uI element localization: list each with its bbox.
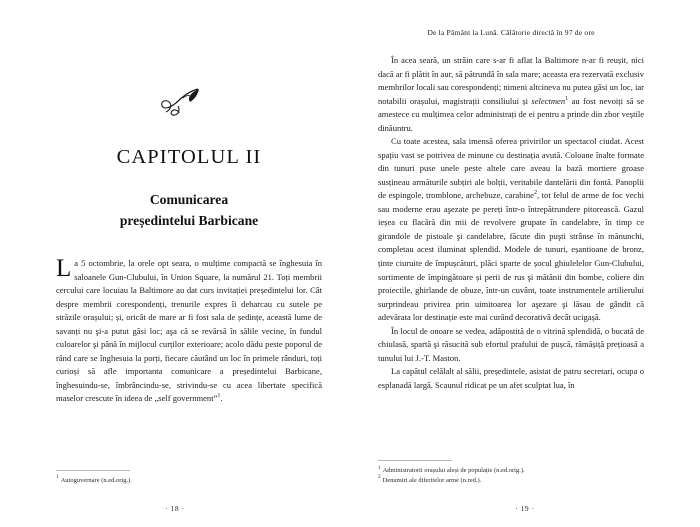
- paragraph: La capătul celălalt al sălii, președintele, asistat de patru secretari, ocupa o esplanadă largă. Scaunul ridicat pe un afet sculptat lua, în: [378, 366, 644, 390]
- paragraph: În locul de onoare se vedea, adăpostită de o vitrină splendidă, o bucată de chiulasă, spartă şi răsucită sub efortul prafului de pușcă, rămășiță prețioasă a tunului lui J.-T. Maston.: [378, 325, 644, 363]
- footnote-item: [378, 476, 644, 485]
- chapter-title-line-1: Comunicarea: [149, 192, 229, 207]
- footnote-marker-1: 1: [565, 94, 569, 102]
- footnote-item-text: Administratorii orașului aleși de populație (n.ed.orig.).: [382, 467, 525, 475]
- footnote-item-text: Autoguvernare (n.ed.orig.).: [60, 476, 132, 484]
- footnotes-left: [56, 470, 322, 485]
- right-page-body: [378, 54, 644, 392]
- opening-paragraph-end: .: [220, 393, 223, 404]
- chapter-title: [56, 189, 322, 231]
- left-page-body: [56, 257, 322, 406]
- footnote-item-marker: 2: [378, 474, 381, 481]
- footnotes-right: [378, 460, 644, 485]
- paragraph: În acea seară, un străin care s-ar fi aflat la Baltimore n-ar fi reușit, nici dacă ar fi plătit în aur, să pătrundă în sala mare; aceasta era rezervată exclusiv membrilor locali sau corespondenți; nimeni altcineva nu putea găsi un loc, iar notabilii orașului, magistrații consiliului și selectmen$^1$ au fost nevoiți să se amestece cu mulțimea celor administrați de ei pentru a prinde din zbor veștile dinăuntru.: [378, 55, 644, 133]
- drop-cap: L: [56, 255, 72, 283]
- opening-paragraph: [56, 257, 322, 406]
- running-head-right: De la Pământ la Lună. Călătorie directă în 97 de ore: [427, 28, 595, 37]
- footnote-item-text: Denumiri ale diferitelor arme (n.red.).: [382, 476, 482, 484]
- footnote-item: [378, 466, 644, 475]
- running-head-left: [56, 28, 322, 44]
- chapter-title-line-2: președintelui Barbicane: [119, 213, 259, 229]
- opening-paragraph-text: a 5 octombrie, la orele opt seara, o mulțime compactă se înghesuia în saloanele Gun-Clubului, în Union Square, la numărul 21. Toți membrii cercului care locuiau la Baltimore au dat curs invitației președintelui lor. Cât despre membrii corespondenți, trenurile expres îi debarcau cu sutele pe străzile orașului; și, oricât de mare ar fi fost sala de ședințe, această lume de savanți nu şi-a putut găsi loc; aşa că se revărsă în sălile vecine, în fundul culoarelor şi până în mijlocul curților exterioare; acolo dădu peste poporul de rând care se înghesuia la porți, fiecare căutând un loc în primele rânduri, toți curioși să afle importanta comunicare a președintelui Barbicane, înghesuindu-se, îmbrâncindu-se, strivindu-se cu acea libertate specifică maselor crescute în ideea de „self government”: [56, 258, 322, 404]
- footnote-item-marker: 1: [56, 474, 59, 481]
- chapter-number: CAPITOLUL II: [116, 146, 262, 168]
- folio-right: · 19 ·: [515, 505, 535, 513]
- footnote-marker-2: 2: [533, 189, 538, 197]
- paragraph: Cu toate acestea, sala imensă oferea privirilor un spectacol ciudat. Acest spațiu vast se potrivea de minune cu destinația avută. Coloane înalte formate din tunuri puse unele peste altele care aveau la bază mortiere groase susțineau armăturile subțiri ale bolții, veritabile dantelării din fontă. Panoplii de espingole, tromblone, archebuze, carabine$^2$, tot felul de arme de foc vechi sau moderne erau aşezate pe pereți într-o întrepătrundere pitorească. Gazul ieșea cu flacără din mii de revolvere grupate în candelabre, în timp ce girandole de pistoale şi candelabre, făcute din puşti strânse în mănunchi, completau acest iluminat splendid. Modele de tunuri, eșantioane de bronz, ținte ciuruite de împușcături, plăci sparte de șocul ghiulelelor Gun-Clubului, sortimente de împingătoare și perii de rus şi mătănii din bombe, coliere din proiectile, ghirlande de obuze, într-un cuvânt, toate instrumentele artilierului surprindeau privirea prin uimitoarea lor aşezare şi lăsau de gândit că adevărata lor destinație este mai curând decorativă decât ucigașă.: [378, 136, 644, 323]
- leaf-flourish-ornament: [56, 86, 322, 120]
- footnote-divider: [378, 460, 452, 461]
- footnote-item-marker: 1: [378, 465, 381, 471]
- footnote-divider: [56, 470, 130, 471]
- page-right: [350, 0, 700, 527]
- footnote-item: [56, 476, 322, 485]
- folio-left: · 18 ·: [165, 505, 185, 513]
- footnote-marker-1: 1: [217, 392, 221, 400]
